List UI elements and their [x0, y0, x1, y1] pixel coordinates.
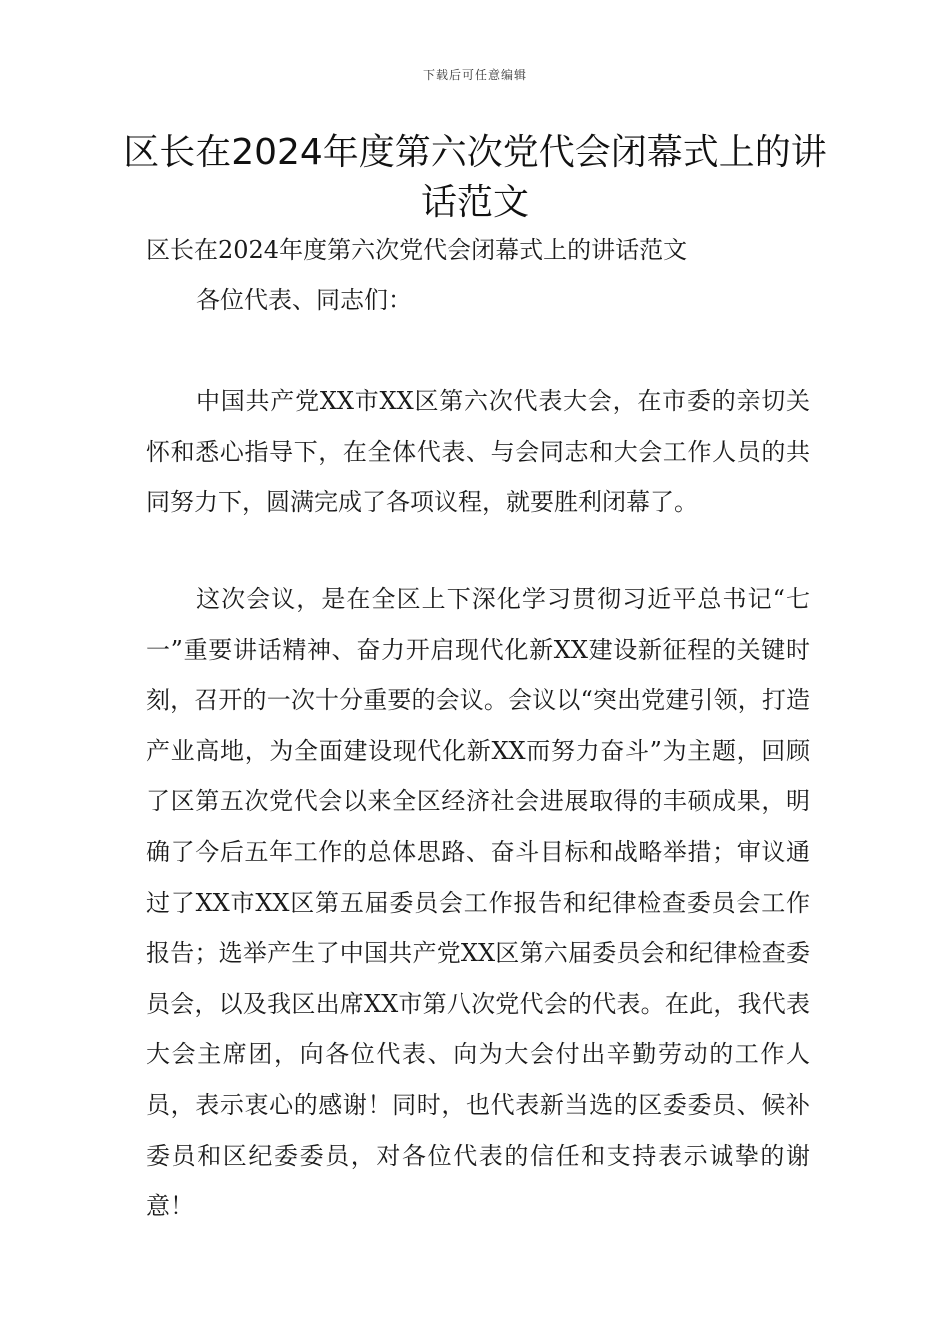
header-note: 下载后可任意编辑: [422, 68, 527, 82]
document-title: 区长在2024年度第六次党代会闭幕式上的讲话范文: [123, 132, 827, 223]
salutation: 各位代表、同志们：: [196, 286, 412, 314]
paragraph-2: 这次会议，是在全区上下深化学习贯彻习近平总书记“七一”重要讲话精神、奋力开启现代化新XX建设新征程的关键时刻，召开的一次十分重要的会议。会议以“突出党建引领，打造产业高地，为全面建设现代化新XX而努力奋斗”为主题，回顾了区第五次党代会以来全区经济社会进展取得的丰硕成果，明确了今后五年工作的总体思路、奋斗目标和战略举措；审议通过了XX市XX区第五届委员会工作报告和纪律检查委员会工作报告；选举产生了中国共产党XX区第六届委员会和纪律检查委员会，以及我区出席XX市第八次党代会的代表。在此，我代表大会主席团，向各位代表、向为大会付出辛勤劳动的工作人员，表示衷心的感谢！同时，也代表新当选的区委委员、候补委员和区纪委委员，对各位代表的信任和支持表示诚挚的谢意！: [146, 585, 810, 1221]
document-subtitle: 区长在2024年度第六次党代会闭幕式上的讲话范文: [146, 236, 688, 264]
paragraph-1: 中国共产党XX市XX区第六次代表大会，在市委的亲切关怀和悉心指导下，在全体代表、与会同志和大会工作人员的共同努力下，圆满完成了各项议程，就要胜利闭幕了。: [146, 387, 810, 517]
